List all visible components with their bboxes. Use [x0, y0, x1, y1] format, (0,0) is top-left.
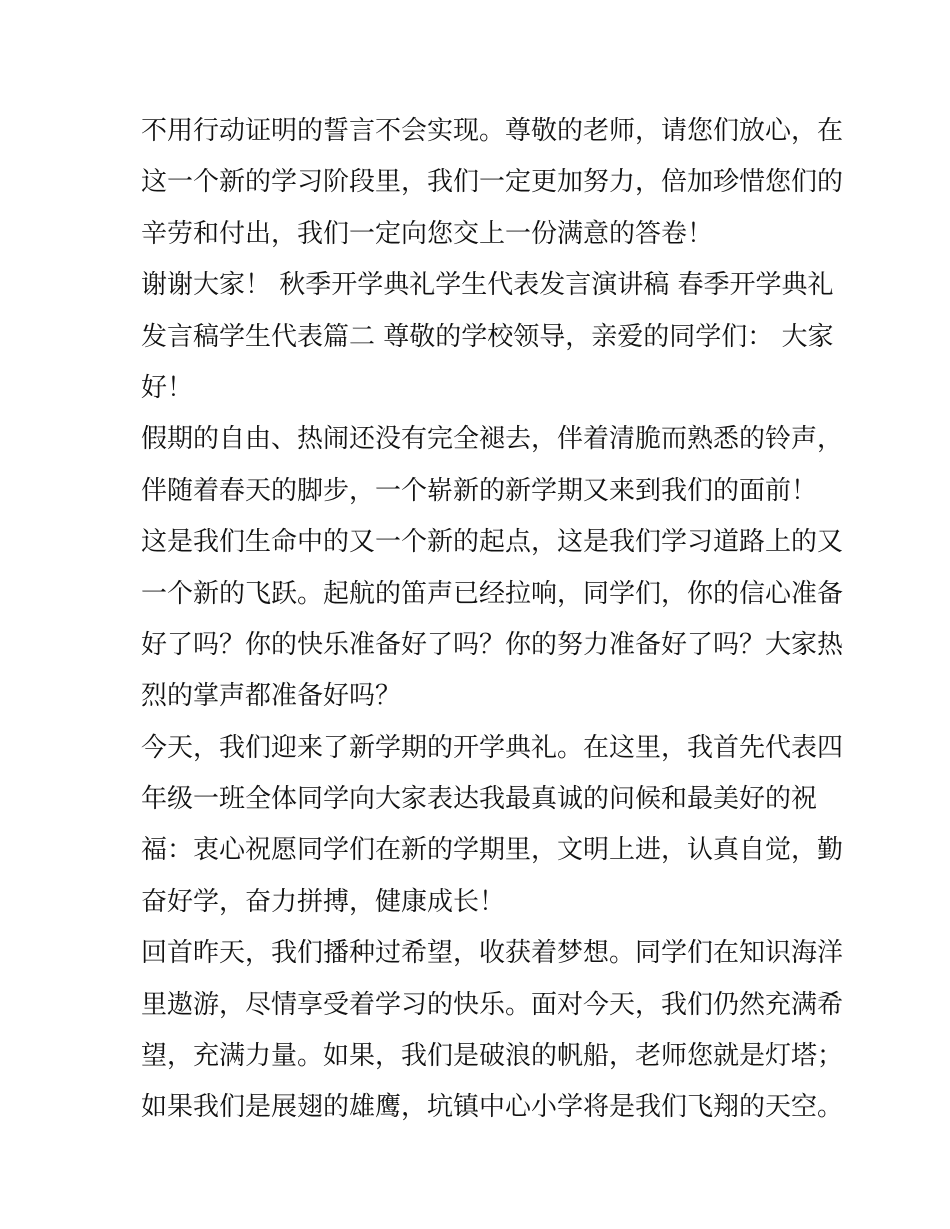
- text-line: 奋好学，奋力拼搏，健康成长！: [141, 886, 506, 917]
- text-line: 不用行动证明的誓言不会实现。尊敬的老师，请您们放心，在: [141, 116, 844, 146]
- text-line: 假期的自由、热闹还没有完全褪去，伴着清脆而熟悉的铃声，: [141, 424, 844, 455]
- text-line: 一个新的飞跃。起航的笛声已经拉响，同学们，你的信心准备: [141, 578, 844, 609]
- text-line: 如果我们是展翅的雄鹰，坑镇中心小学将是我们飞翔的天空。: [141, 1092, 844, 1123]
- text-line: 今天，我们迎来了新学期的开学典礼。在这里，我首先代表四: [141, 732, 844, 763]
- text-line: 伴随着春天的脚步，一个崭新的新学期又来到我们的面前！: [141, 475, 818, 506]
- text-line: 福：衷心祝愿同学们在新的学期里，文明上进，认真自觉，勤: [141, 835, 844, 866]
- text-line: 好了吗？你的快乐准备好了吗？你的努力准备好了吗？大家热: [141, 629, 844, 660]
- text-line: 辛劳和付出，我们一定向您交上一份满意的答卷！: [141, 218, 714, 249]
- text-line: 这一个新的学习阶段里，我们一定更加努力，倍加珍惜您们的: [141, 167, 844, 198]
- text-line: 回首昨天，我们播种过希望，收获着梦想。同学们在知识海洋: [141, 938, 844, 969]
- text-line: 发言稿学生代表篇二 尊敬的学校领导，亲爱的同学们： 大家: [141, 321, 834, 352]
- text-line: 烈的掌声都准备好吗？: [141, 681, 402, 712]
- text-line: 年级一班全体同学向大家表达我最真诚的问候和最美好的祝: [141, 784, 818, 815]
- document-body-text: [141, 106, 844, 1134]
- text-line: 里遨游，尽情享受着学习的快乐。面对今天，我们仍然充满希: [141, 989, 844, 1020]
- text-line: 这是我们生命中的又一个新的起点，这是我们学习道路上的又: [141, 527, 844, 558]
- text-line: 好！: [141, 372, 194, 403]
- text-line: 望，充满力量。如果，我们是破浪的帆船，老师您就是灯塔；: [141, 1041, 844, 1072]
- text-line: 谢谢大家！ 秋季开学典礼学生代表发言演讲稿 春季开学典礼: [141, 270, 834, 301]
